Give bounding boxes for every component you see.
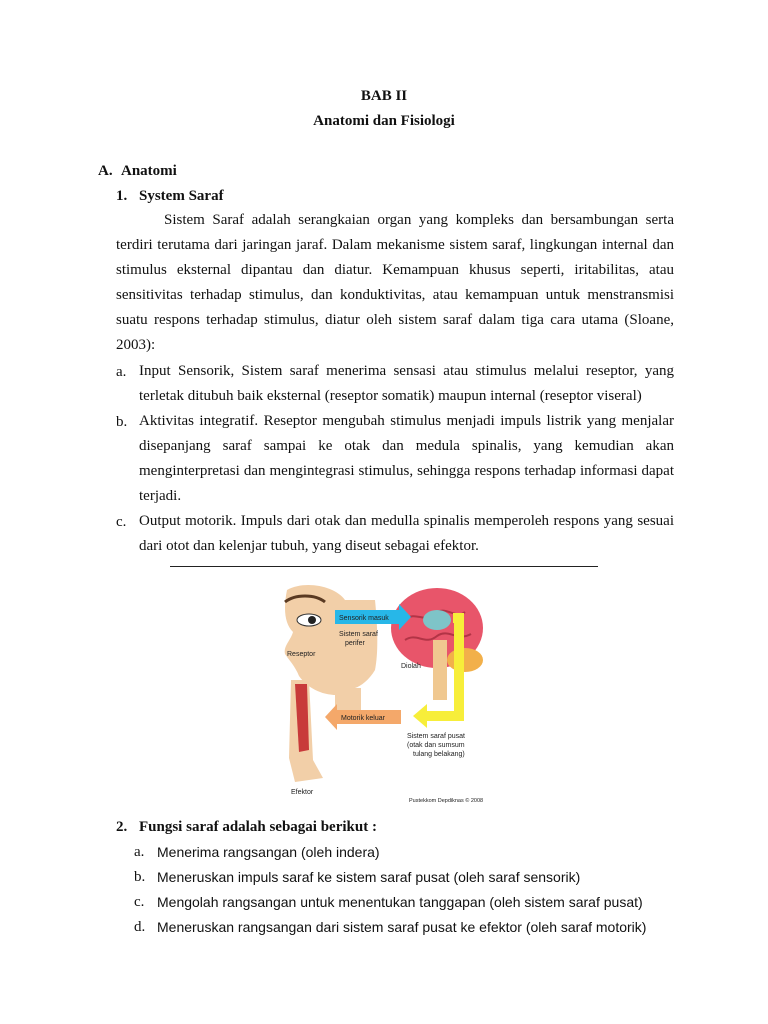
- list-item-marker: a.: [134, 844, 145, 860]
- pusat-label-line2: (otak dan sumsum: [407, 742, 465, 749]
- list-item-marker: c.: [116, 514, 127, 530]
- pusat-label-line3: tulang belakang): [413, 751, 465, 758]
- brain-stem-shape: [433, 640, 447, 700]
- efektor-label: Efektor: [291, 789, 314, 796]
- motorik-arrowhead: [325, 704, 337, 730]
- list-item: Menerima rangsangan (oleh indera): [157, 844, 380, 860]
- subsection-2-number: 2.: [116, 819, 128, 835]
- chapter-title: Anatomi dan Fisiologi: [313, 113, 455, 129]
- subsection-1-number: 1.: [116, 188, 128, 204]
- list-item: Output motorik. Impuls dari otak dan medulla spinalis memperoleh respons yang sesuai dari otot dan kelenjar tubuh, yang diseut sebagai efektor.: [139, 513, 674, 554]
- perifer-label-line2: perifer: [345, 640, 365, 647]
- list-item-marker: c.: [134, 894, 145, 910]
- cerebellum-shape: [447, 648, 483, 672]
- perifer-label-line1: Sistem saraf: [339, 631, 378, 638]
- list-item-marker: b.: [116, 414, 128, 430]
- list-item: Mengolah rangsangan untuk menentukan tanggapan (oleh sistem saraf pusat): [157, 894, 643, 910]
- pupil-shape: [308, 616, 316, 624]
- list-item-marker: b.: [134, 869, 146, 885]
- brain-core-shape: [423, 610, 451, 630]
- list-item: Aktivitas integratif. Reseptor mengubah stimulus menjadi impuls listrik yang menjalar disepanjang saraf sampai ke otak dan medula spinalis, yang kemudian akan menginterpretasi dan mengintegrasi stimulus, sehingga respons terhadap informasi dapat terjadi.: [139, 413, 674, 504]
- nervous-system-diagram: [265, 580, 515, 808]
- divider: [170, 566, 598, 567]
- subsection-2-title: Fungsi saraf adalah sebagai berikut :: [139, 819, 377, 835]
- sensorik-label: Sensorik masuk: [339, 615, 389, 622]
- reseptor-label: Reseptor: [287, 651, 316, 658]
- list-item-marker: d.: [134, 919, 146, 935]
- section-a-title: Anatomi: [121, 163, 177, 179]
- figure-credit: Pustekkom Depdiknas © 2008: [409, 798, 484, 804]
- pathway-arrowhead: [413, 704, 427, 728]
- chapter-heading: BAB II: [360, 88, 408, 104]
- list-item-marker: a.: [116, 364, 127, 380]
- intro-paragraph: Sistem Saraf adalah serangkaian organ yang kompleks dan bersambungan serta terdiri terutama dari jaringan jaraf. Dalam mekanisme sistem saraf, lingkungan internal dan stimulus eksternal dipantau dan diatur. Kemampuan khusus seperti, iritabilitas, atau sensitivitas terhadap stimulus, dan konduktivitas, atau kemampuan untuk menstransmisi suatu respons terhadap stimulus, diatur oleh sistem saraf dalam tiga cara utama (Sloane, 2003):: [116, 212, 674, 353]
- subsection-1-title: System Saraf: [139, 188, 224, 204]
- list-item: Input Sensorik, Sistem saraf menerima sensasi atau stimulus melalui reseptor, yang terletak ditubuh baik eksternal (reseptor somatik) maupun internal (reseptor viseral): [139, 363, 674, 404]
- section-a-label: A.: [98, 163, 113, 179]
- list-item: Meneruskan impuls saraf ke sistem saraf pusat (oleh saraf sensorik): [157, 869, 581, 885]
- motorik-label: Motorik keluar: [341, 715, 385, 722]
- list-item: Meneruskan rangsangan dari sistem saraf pusat ke efektor (oleh saraf motorik): [157, 919, 647, 935]
- pusat-label-line1: Sistem saraf pusat: [407, 733, 465, 740]
- diolah-label: Diolah: [401, 663, 421, 670]
